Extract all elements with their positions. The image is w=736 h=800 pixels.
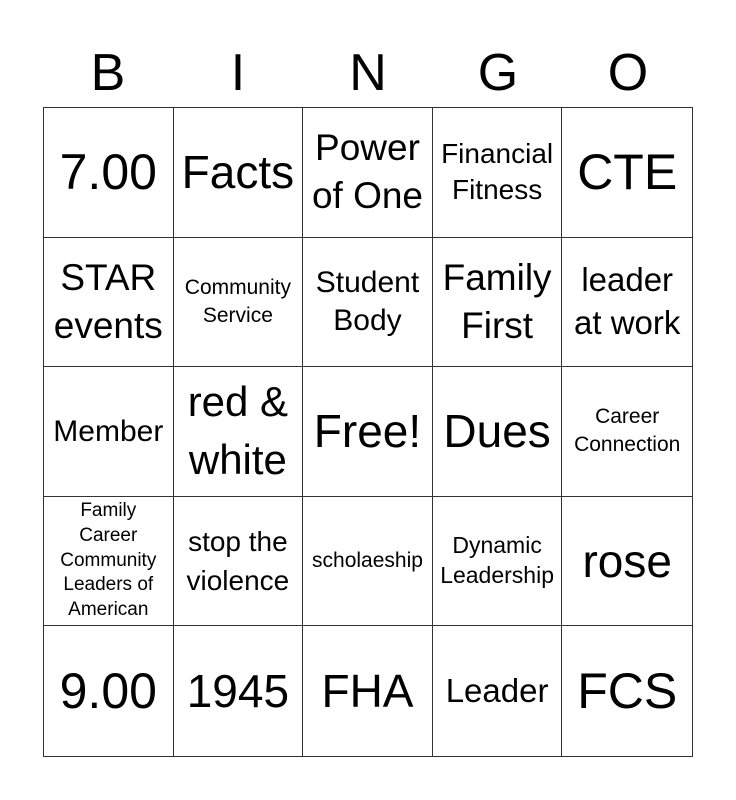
bingo-cell-r5c5[interactable] <box>562 626 692 756</box>
bingo-cell-r2c2[interactable] <box>174 238 304 368</box>
bingo-cell-r4c3[interactable] <box>303 497 433 627</box>
cell-text: Dynamic Leadership <box>440 532 554 589</box>
header-letter-i: I <box>230 44 246 102</box>
cell-text: rose <box>582 534 672 587</box>
bingo-header <box>43 40 693 106</box>
bingo-cell-r3c3[interactable] <box>303 367 433 497</box>
cell-text: Student Body <box>315 266 420 337</box>
cell-text: red & white <box>187 377 289 484</box>
cell-text: FHA <box>321 664 414 717</box>
bingo-cell-r1c5[interactable] <box>562 108 692 238</box>
bingo-cell-r3c5[interactable] <box>562 367 692 497</box>
header-letter-b: B <box>90 44 126 102</box>
cell-text: 1945 <box>186 664 290 717</box>
bingo-cell-r2c1[interactable] <box>44 238 174 368</box>
bingo-cell-r4c4[interactable] <box>433 497 563 627</box>
bingo-cell-r1c1[interactable] <box>44 108 174 238</box>
cell-text: Family Career Community Leaders of American <box>60 500 157 621</box>
bingo-cell-r2c4[interactable] <box>433 238 563 368</box>
bingo-cell-r4c1[interactable] <box>44 497 174 627</box>
bingo-cell-r5c2[interactable] <box>174 626 304 756</box>
bingo-cell-r1c2[interactable] <box>174 108 304 238</box>
cell-text: Dues <box>443 405 551 458</box>
bingo-cell-r2c5[interactable] <box>562 238 692 368</box>
cell-text: Free! <box>313 405 422 458</box>
cell-text: stop the violence <box>186 525 290 597</box>
bingo-cell-r3c2[interactable] <box>174 367 304 497</box>
header-letter-o: O <box>607 44 649 102</box>
cell-text: Family First <box>442 256 552 346</box>
bingo-cell-r1c4[interactable] <box>433 108 563 238</box>
bingo-cell-r5c1[interactable] <box>44 626 174 756</box>
cell-text: 7.00 <box>59 143 157 200</box>
cell-text: scholaeship <box>312 548 423 572</box>
cell-text: leader at work <box>574 261 681 341</box>
bingo-cell-r2c3[interactable] <box>303 238 433 368</box>
bingo-cell-r5c4[interactable] <box>433 626 563 756</box>
cell-text: Power of One <box>311 127 424 217</box>
cell-text: FCS <box>577 662 678 719</box>
cell-text: 9.00 <box>59 662 157 719</box>
cell-text: Leader <box>445 671 549 709</box>
bingo-board <box>43 107 693 757</box>
cell-text: Member <box>53 414 164 448</box>
bingo-cell-r1c3[interactable] <box>303 108 433 238</box>
bingo-cell-r3c1[interactable] <box>44 367 174 497</box>
cell-text: Facts <box>181 146 295 198</box>
bingo-cell-r3c4[interactable] <box>433 367 563 497</box>
header-letter-g: G <box>477 44 519 102</box>
cell-text: STAR events <box>53 256 163 346</box>
cell-text: Community Service <box>184 275 291 327</box>
bingo-cell-r4c5[interactable] <box>562 497 692 627</box>
bingo-cell-r4c2[interactable] <box>174 497 304 627</box>
bingo-cell-r5c3[interactable] <box>303 626 433 756</box>
cell-text: CTE <box>577 143 678 200</box>
header-letter-n: N <box>349 44 387 102</box>
cell-text: Financial Fitness <box>441 137 554 206</box>
cell-text: Career Connection <box>574 405 681 457</box>
